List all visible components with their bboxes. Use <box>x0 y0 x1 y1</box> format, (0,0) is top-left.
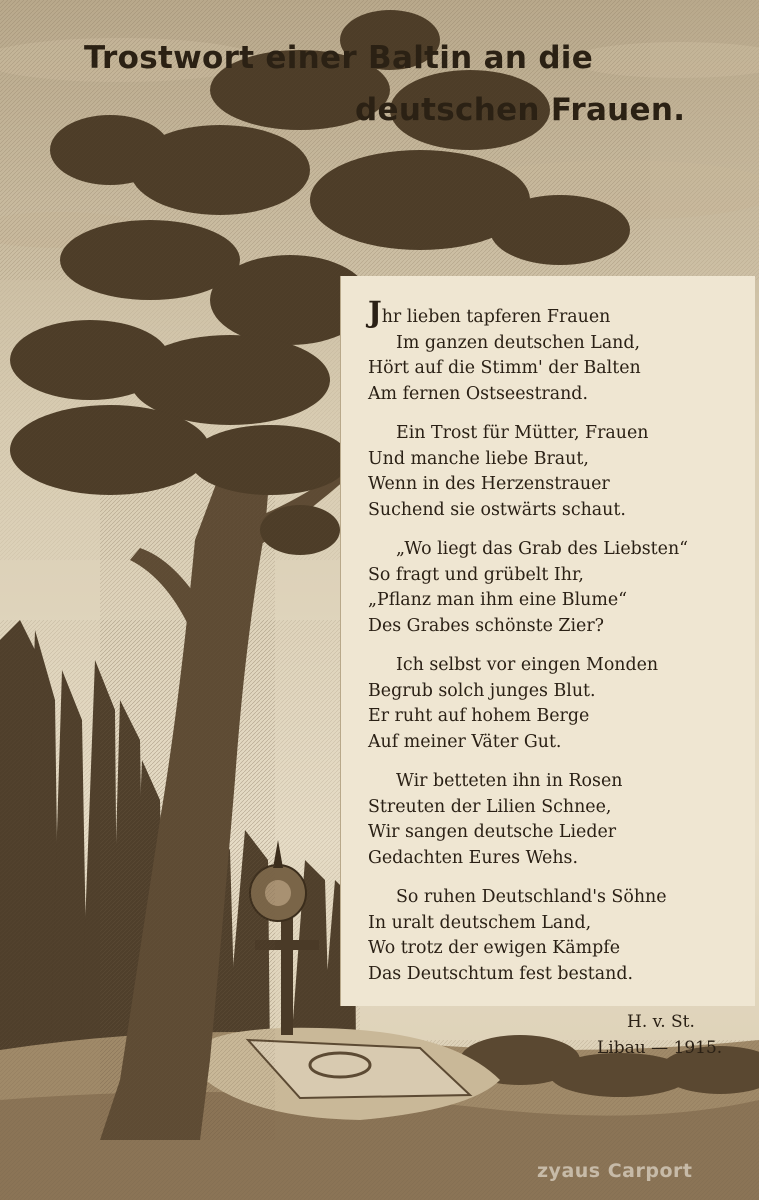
poem-line: „Wo liegt das Grab des Liebsten“ <box>396 539 689 559</box>
poem-line: Gedachten Eures Wehs. <box>368 847 578 868</box>
poem-line: Ein Trost für Mütter, Frauen <box>396 423 649 443</box>
poem-line: So fragt und grübelt Ihr, <box>368 564 584 585</box>
stanza-3 <box>368 537 748 639</box>
title-line-2: deutschen Frauen. <box>355 92 686 128</box>
place-date: Libau — 1915. <box>597 1038 723 1058</box>
poem-line: Wenn in des Herzenstrauer <box>368 474 610 494</box>
poem-line: Ich selbst vor eingen Monden <box>396 655 659 675</box>
poem-line: Wo trotz der ewigen Kämpfe <box>368 938 621 958</box>
poem-line: So ruhen Deutschland's Söhne <box>396 887 667 907</box>
watermark: zyaus Carport <box>537 1160 693 1182</box>
poem-line: Wir sangen deutsche Lieder <box>368 822 617 842</box>
title-line-1: Trostwort einer Baltin an die <box>84 40 594 76</box>
drop-cap: J <box>368 295 382 329</box>
poem-line: Hört auf die Stimm' der Balten <box>368 358 641 378</box>
poem-line: Begrub solch junges Blut. <box>368 680 596 701</box>
grave-cross <box>281 905 293 1035</box>
stanza-1 <box>368 295 748 407</box>
stanza-6 <box>368 885 748 987</box>
poem-line <box>368 295 748 331</box>
poem-line: Im ganzen deutschen Land, <box>396 332 641 353</box>
poem-line: Des Grabes schönste Zier? <box>368 615 604 636</box>
poem-line: Das Deutschtum fest bestand. <box>368 963 633 984</box>
stanza-2 <box>368 421 748 523</box>
poem-line: Suchend sie ostwärts schaut. <box>368 499 626 520</box>
poem-line: Auf meiner Väter Gut. <box>368 731 562 752</box>
poem-line: In uralt deutschem Land, <box>368 912 592 933</box>
poem-line: Und manche liebe Braut, <box>368 448 589 469</box>
poem-line: Wir betteten ihn in Rosen <box>396 771 623 791</box>
stanza-4 <box>368 653 748 755</box>
poem-line: Er ruht auf hohem Berge <box>368 706 590 726</box>
poem-line-text: hr lieben tapferen Frauen <box>381 307 611 327</box>
poem-line: Am fernen Ostseestrand. <box>368 383 588 404</box>
stanza-5 <box>368 769 748 871</box>
poem <box>368 295 748 1001</box>
author-signature: H. v. St. <box>627 1012 695 1032</box>
poem-line: „Pflanz man ihm eine Blume“ <box>368 590 628 610</box>
poem-line: Streuten der Lilien Schnee, <box>368 796 612 817</box>
